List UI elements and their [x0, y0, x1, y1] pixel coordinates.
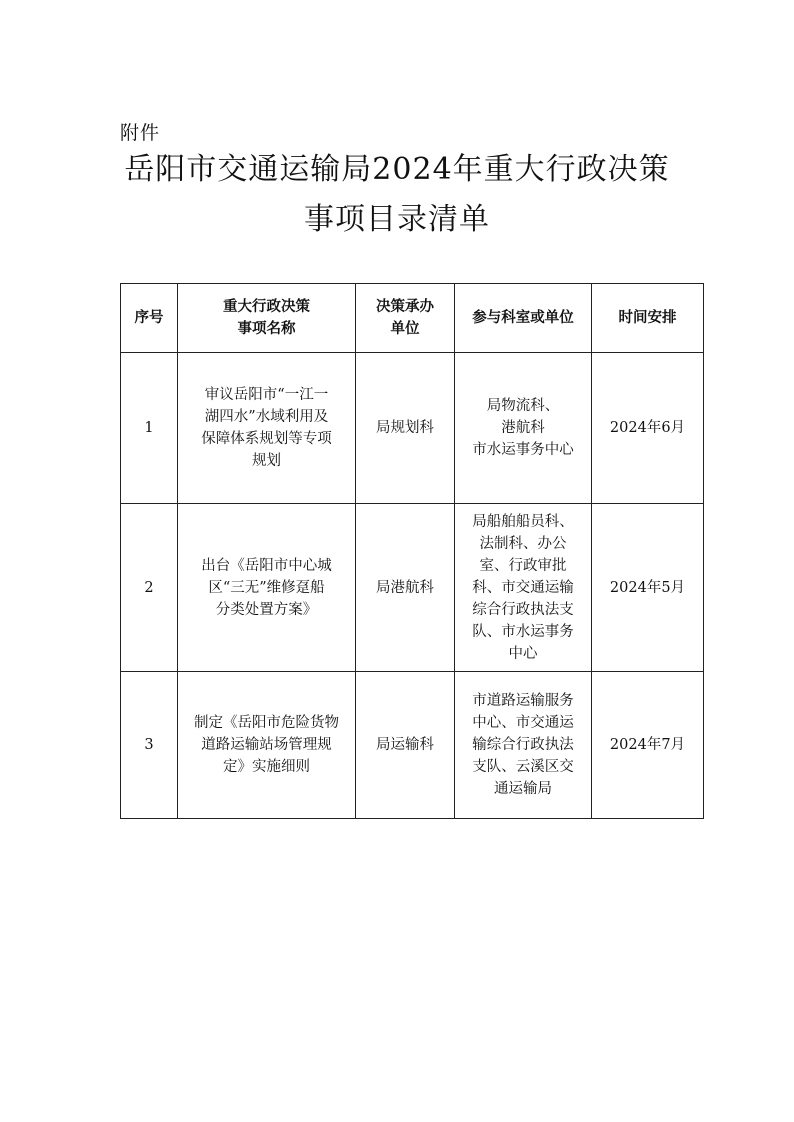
decision-items-table — [120, 283, 704, 819]
row-decision-name: 出台《岳阳市中心城 区“三无”维修趸船 分类处置方案》 — [178, 504, 356, 672]
header-schedule: 时间安排 — [592, 284, 704, 353]
row-schedule: 2024年6月 — [592, 353, 704, 504]
header-index: 序号 — [121, 284, 178, 353]
header-responsible-unit: 决策承办 单位 — [356, 284, 455, 353]
row-index: 1 — [121, 353, 178, 504]
row-participants: 局物流科、 港航科 市水运事务中心 — [455, 353, 592, 504]
table-row — [121, 353, 704, 504]
table-row — [121, 504, 704, 672]
row-responsible-unit: 局规划科 — [356, 353, 455, 504]
row-participants: 局船舶船员科、 法制科、办公 室、行政审批 科、市交通运输 综合行政执法支 队、市水运事务 中心 — [455, 504, 592, 672]
table-row — [121, 672, 704, 819]
row-schedule: 2024年7月 — [592, 672, 704, 819]
row-decision-name: 审议岳阳市“一江一 湖四水”水域利用及 保障体系规划等专项 规划 — [178, 353, 356, 504]
document-title-line1: 岳阳市交通运输局2024年重大行政决策 — [124, 152, 670, 187]
row-responsible-unit: 局港航科 — [356, 504, 455, 672]
document-title-line2: 事项目录清单 — [304, 202, 490, 237]
table-header-row — [121, 284, 704, 353]
row-participants: 市道路运输服务 中心、市交通运 输综合行政执法 支队、云溪区交 通运输局 — [455, 672, 592, 819]
header-decision-name: 重大行政决策 事项名称 — [178, 284, 356, 353]
row-decision-name: 制定《岳阳市危险货物 道路运输站场管理规 定》实施细则 — [178, 672, 356, 819]
attachment-label: 附件 — [120, 122, 161, 144]
row-index: 3 — [121, 672, 178, 819]
row-schedule: 2024年5月 — [592, 504, 704, 672]
row-index: 2 — [121, 504, 178, 672]
header-participants: 参与科室或单位 — [455, 284, 592, 353]
row-responsible-unit: 局运输科 — [356, 672, 455, 819]
